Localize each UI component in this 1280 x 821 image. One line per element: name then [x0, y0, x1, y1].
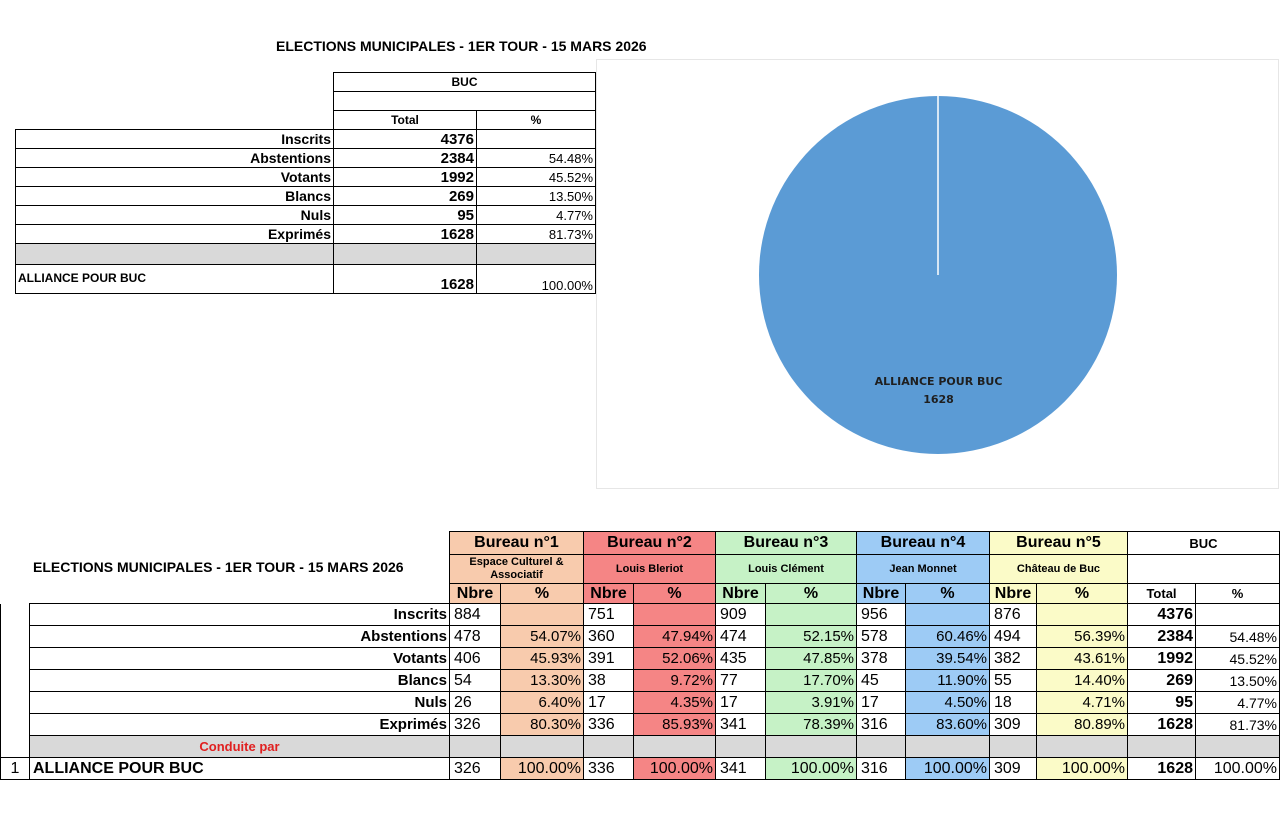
bureau-5-pct: 56.39%	[1037, 626, 1128, 648]
summary-table	[15, 72, 596, 294]
table-row	[1, 692, 1280, 714]
summary-row-pct: 13.50%	[477, 187, 596, 206]
bureau-1-pct: 13.30%	[501, 670, 584, 692]
bureau-3-pct: 3.91%	[766, 692, 857, 714]
bureau-5-pct: 14.40%	[1037, 670, 1128, 692]
grey-cell	[716, 736, 766, 758]
bureau-1-header: Bureau n°1	[450, 532, 584, 555]
bureau-5-pct: 43.61%	[1037, 648, 1128, 670]
grey-cell	[1037, 736, 1128, 758]
buc-total-pct: 54.48%	[1196, 626, 1280, 648]
buc-total-pct	[1196, 604, 1280, 626]
bureau-4-header: Bureau n°4	[857, 532, 990, 555]
grey-cell	[1128, 736, 1196, 758]
summary-row	[16, 206, 596, 225]
bureau-3-nbre-header: Nbre	[716, 584, 766, 604]
buc-total-col-header: Total	[1128, 584, 1196, 604]
bureau-1-nbre: 326	[450, 714, 501, 736]
summary-row-total: 1628	[334, 225, 477, 244]
buc-total: 1992	[1128, 648, 1196, 670]
buc-total-pct: 13.50%	[1196, 670, 1280, 692]
bureau-5-header: Bureau n°5	[990, 532, 1128, 555]
table-row	[1, 670, 1280, 692]
bureau-3-nbre: 474	[716, 626, 766, 648]
conduite-row	[1, 736, 1280, 758]
bureau-3-nbre: 909	[716, 604, 766, 626]
bureau-5-nbre: 55	[990, 670, 1037, 692]
bureau-2-nbre: 17	[584, 692, 634, 714]
summary-row	[16, 168, 596, 187]
summary-row-total: 2384	[334, 149, 477, 168]
bureau-2-party-pct: 100.00%	[634, 758, 716, 780]
buc-total: 269	[1128, 670, 1196, 692]
bureau-3-pct-header: %	[766, 584, 857, 604]
row-index	[1, 626, 30, 648]
bureau-4-nbre: 316	[857, 714, 906, 736]
summary-row-pct: 54.48%	[477, 149, 596, 168]
bureau-3-pct: 52.15%	[766, 626, 857, 648]
bureau-5-nbre: 494	[990, 626, 1037, 648]
buc-total-pct: 4.77%	[1196, 692, 1280, 714]
bureau-5-nbre: 382	[990, 648, 1037, 670]
row-index	[1, 692, 30, 714]
bureau-2-pct: 52.06%	[634, 648, 716, 670]
buc-total-header: BUC	[1128, 532, 1280, 555]
summary-row-total: 1992	[334, 168, 477, 187]
row-index	[1, 670, 30, 692]
grey-cell	[450, 736, 501, 758]
bureaux-table	[0, 531, 1280, 780]
bureau-3-nbre: 77	[716, 670, 766, 692]
bureau-3-nbre: 341	[716, 714, 766, 736]
bureau-3-pct: 47.85%	[766, 648, 857, 670]
bureau-4-pct: 83.60%	[906, 714, 990, 736]
bureau-2-nbre: 360	[584, 626, 634, 648]
bureau-5-nbre-header: Nbre	[990, 584, 1037, 604]
bureau-4-party-pct: 100.00%	[906, 758, 990, 780]
grey-cell	[990, 736, 1037, 758]
bureau-4-nbre: 378	[857, 648, 906, 670]
buc-party-total: 1628	[1128, 758, 1196, 780]
bureau-2-nbre: 391	[584, 648, 634, 670]
bureau-2-pct: 4.35%	[634, 692, 716, 714]
bureau-2-pct: 47.94%	[634, 626, 716, 648]
bureau-5-party-nbre: 309	[990, 758, 1037, 780]
bureau-5-nbre: 309	[990, 714, 1037, 736]
summary-row-pct: 81.73%	[477, 225, 596, 244]
bureau-2-nbre: 336	[584, 714, 634, 736]
pie-data-label-name: ALLIANCE POUR BUC	[874, 375, 1003, 388]
conduite-par-label: Conduite par	[30, 736, 450, 758]
bureau-1-pct: 45.93%	[501, 648, 584, 670]
bureau-5-pct: 4.71%	[1037, 692, 1128, 714]
bureau-5-pct	[1037, 604, 1128, 626]
buc-total: 1628	[1128, 714, 1196, 736]
summary-spacer	[16, 244, 334, 265]
bureau-1-nbre-header: Nbre	[450, 584, 501, 604]
summary-empty-header	[334, 92, 596, 111]
bureaux-title: ELECTIONS MUNICIPALES - 1ER TOUR - 15 MARS 2026	[33, 559, 404, 575]
bureau-5-pct-header: %	[1037, 584, 1128, 604]
bureau-5-place: Château de Buc	[990, 555, 1128, 584]
buc-party-pct: 100.00%	[1196, 758, 1280, 780]
grey-cell	[501, 736, 584, 758]
summary-row-total: 269	[334, 187, 477, 206]
bureau-4-party-nbre: 316	[857, 758, 906, 780]
bureau-3-pct	[766, 604, 857, 626]
summary-party-pct: 100.00%	[477, 265, 596, 294]
bureau-1-pct: 6.40%	[501, 692, 584, 714]
bureau-1-nbre: 54	[450, 670, 501, 692]
party-name: ALLIANCE POUR BUC	[30, 758, 450, 780]
bureau-4-pct-header: %	[906, 584, 990, 604]
summary-row-pct	[477, 130, 596, 149]
table-row	[1, 626, 1280, 648]
bureau-1-pct	[501, 604, 584, 626]
summary-row-label: Exprimés	[16, 225, 334, 244]
bureau-4-pct	[906, 604, 990, 626]
summary-row-label: Abstentions	[16, 149, 334, 168]
summary-party-label: ALLIANCE POUR BUC	[16, 265, 334, 294]
bureau-3-pct: 17.70%	[766, 670, 857, 692]
row-index	[1, 648, 30, 670]
grey-cell	[634, 736, 716, 758]
bureau-4-nbre: 956	[857, 604, 906, 626]
buc-total: 95	[1128, 692, 1196, 714]
pie-chart	[596, 59, 1279, 489]
bureau-1-pct: 80.30%	[501, 714, 584, 736]
bureau-5-party-pct: 100.00%	[1037, 758, 1128, 780]
grey-cell	[906, 736, 990, 758]
bureau-4-nbre-header: Nbre	[857, 584, 906, 604]
page-title: ELECTIONS MUNICIPALES - 1ER TOUR - 15 MARS 2026	[276, 38, 647, 54]
table-row	[1, 714, 1280, 736]
bureau-5-nbre: 876	[990, 604, 1037, 626]
row-label: Blancs	[30, 670, 450, 692]
bureau-4-nbre: 578	[857, 626, 906, 648]
buc-total-pct: 81.73%	[1196, 714, 1280, 736]
grey-cell	[857, 736, 906, 758]
party-row	[1, 758, 1280, 780]
bureau-1-place: Espace Culturel & Associatif	[450, 555, 584, 584]
summary-row-label: Inscrits	[16, 130, 334, 149]
buc-pct-col-header: %	[1196, 584, 1280, 604]
bureau-5-pct: 80.89%	[1037, 714, 1128, 736]
bureau-2-nbre: 38	[584, 670, 634, 692]
bureau-1-pct: 54.07%	[501, 626, 584, 648]
summary-row-pct: 45.52%	[477, 168, 596, 187]
pie-chart-svg	[597, 60, 1280, 490]
bureau-2-header: Bureau n°2	[584, 532, 716, 555]
summary-row-total: 4376	[334, 130, 477, 149]
summary-row-label: Votants	[16, 168, 334, 187]
buc-total: 2384	[1128, 626, 1196, 648]
table-row	[1, 648, 1280, 670]
bureau-4-pct: 11.90%	[906, 670, 990, 692]
bureau-3-party-nbre: 341	[716, 758, 766, 780]
table-row	[1, 604, 1280, 626]
summary-commune-header: BUC	[334, 73, 596, 92]
bureau-3-nbre: 17	[716, 692, 766, 714]
row-label: Abstentions	[30, 626, 450, 648]
pie-data-label-value: 1628	[923, 393, 954, 406]
bureau-4-pct: 60.46%	[906, 626, 990, 648]
bureau-2-nbre: 751	[584, 604, 634, 626]
bureau-2-nbre-header: Nbre	[584, 584, 634, 604]
bureau-3-place: Louis Clément	[716, 555, 857, 584]
bureau-2-pct: 9.72%	[634, 670, 716, 692]
bureau-2-party-nbre: 336	[584, 758, 634, 780]
bureau-2-place: Louis Bleriot	[584, 555, 716, 584]
bureau-2-pct-header: %	[634, 584, 716, 604]
row-label: Nuls	[30, 692, 450, 714]
bureau-1-nbre: 26	[450, 692, 501, 714]
bureau-1-nbre: 884	[450, 604, 501, 626]
row-label: Exprimés	[30, 714, 450, 736]
bureau-1-nbre: 478	[450, 626, 501, 648]
bureau-3-pct: 78.39%	[766, 714, 857, 736]
row-index	[1, 714, 30, 736]
grey-cell	[766, 736, 857, 758]
row-index	[1, 604, 30, 626]
summary-row-label: Nuls	[16, 206, 334, 225]
summary-pct-header: %	[477, 111, 596, 130]
bureau-5-nbre: 18	[990, 692, 1037, 714]
summary-row	[16, 149, 596, 168]
row-label: Votants	[30, 648, 450, 670]
bureau-2-pct	[634, 604, 716, 626]
summary-row	[16, 130, 596, 149]
bureau-1-party-pct: 100.00%	[501, 758, 584, 780]
bureau-4-nbre: 45	[857, 670, 906, 692]
summary-row	[16, 187, 596, 206]
bureau-1-pct-header: %	[501, 584, 584, 604]
buc-total-pct: 45.52%	[1196, 648, 1280, 670]
buc-total: 4376	[1128, 604, 1196, 626]
grey-cell	[1196, 736, 1280, 758]
bureau-4-nbre: 17	[857, 692, 906, 714]
grey-cell	[584, 736, 634, 758]
summary-total-header: Total	[334, 111, 477, 130]
summary-row-total: 95	[334, 206, 477, 225]
row-index	[1, 736, 30, 758]
summary-party-total: 1628	[334, 265, 477, 294]
row-label: Inscrits	[30, 604, 450, 626]
bureau-4-pct: 4.50%	[906, 692, 990, 714]
bureau-3-party-pct: 100.00%	[766, 758, 857, 780]
party-index: 1	[1, 758, 30, 780]
bureau-4-pct: 39.54%	[906, 648, 990, 670]
bureau-1-party-nbre: 326	[450, 758, 501, 780]
bureau-1-nbre: 406	[450, 648, 501, 670]
bureau-3-nbre: 435	[716, 648, 766, 670]
summary-row	[16, 225, 596, 244]
bureau-4-place: Jean Monnet	[857, 555, 990, 584]
bureau-3-header: Bureau n°3	[716, 532, 857, 555]
summary-row-label: Blancs	[16, 187, 334, 206]
summary-row-pct: 4.77%	[477, 206, 596, 225]
bureau-2-pct: 85.93%	[634, 714, 716, 736]
